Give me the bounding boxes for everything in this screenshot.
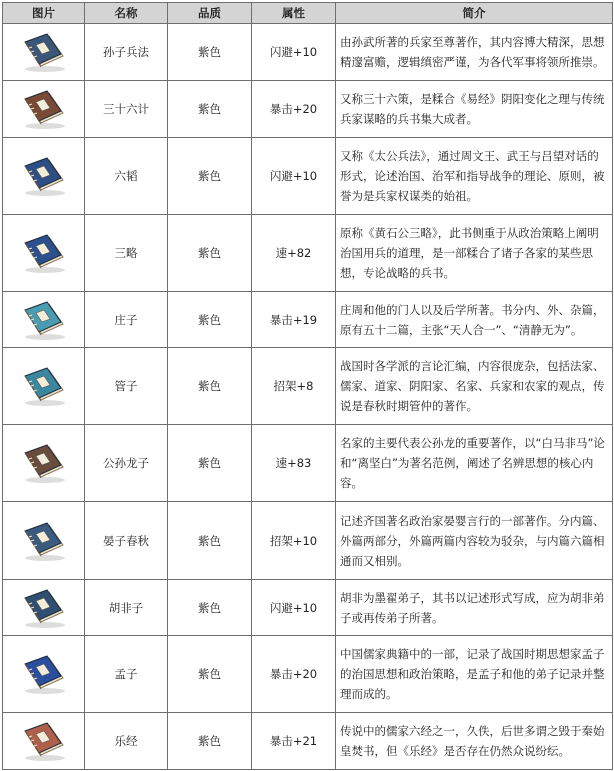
header-name: 名称 — [85, 3, 168, 24]
book-desc: 记述齐国著名政治家晏婴言行的一部著作。分内篇、外篇两部分，外篇两篇内容较为驳杂，与内篇六篇相通而又相别。 — [336, 502, 613, 580]
book-attr: 闪避+10 — [252, 24, 336, 81]
book-icon-cell — [3, 348, 85, 425]
book-icon — [19, 30, 69, 74]
header-attr: 属性 — [252, 3, 336, 24]
book-quality: 紫色 — [168, 138, 252, 215]
book-name: 三十六计 — [85, 81, 168, 138]
book-icon — [19, 519, 69, 563]
book-name: 三略 — [85, 215, 168, 292]
book-icon — [19, 364, 69, 408]
table-row — [3, 292, 613, 348]
book-quality: 紫色 — [168, 24, 252, 81]
book-attr: 暴击+19 — [252, 292, 336, 348]
book-icon-cell — [3, 502, 85, 580]
book-icon — [19, 719, 69, 763]
book-desc: 又称《太公兵法》，通过周文王、武王与吕望对话的形式，论述治国、治军和指导战争的理论、原则，被誉为是兵家权谋类的始祖。 — [336, 138, 613, 215]
book-quality: 紫色 — [168, 215, 252, 292]
book-quality: 紫色 — [168, 348, 252, 425]
book-quality: 紫色 — [168, 713, 252, 770]
book-desc: 胡非为墨翟弟子，其书以记述形式写成，应为胡非弟子或再传弟子所著。 — [336, 580, 613, 636]
book-icon-cell — [3, 292, 85, 348]
book-desc: 庄周和他的门人以及后学所著。书分内、外、杂篇，原有五十二篇，主张“天人合一”、“清静无为”。 — [336, 292, 613, 348]
table-row — [3, 348, 613, 425]
book-icon — [19, 87, 69, 131]
book-icon — [19, 652, 69, 696]
book-quality: 紫色 — [168, 502, 252, 580]
book-name: 晏子春秋 — [85, 502, 168, 580]
table-row — [3, 24, 613, 81]
book-icon-cell — [3, 636, 85, 713]
table-row — [3, 138, 613, 215]
table-row — [3, 580, 613, 636]
book-icon-cell — [3, 138, 85, 215]
book-quality: 紫色 — [168, 636, 252, 713]
book-attr: 招架+10 — [252, 502, 336, 580]
table-row — [3, 81, 613, 138]
book-quality: 紫色 — [168, 425, 252, 502]
book-icon-cell — [3, 215, 85, 292]
book-attr: 闪避+10 — [252, 580, 336, 636]
table-header-row — [3, 3, 613, 24]
book-desc: 原称《黄石公三略》，此书侧重于从政治策略上阐明治国用兵的道理，是一部糅合了诸子各家的某些思想，专论战略的兵书。 — [336, 215, 613, 292]
book-attr: 速+83 — [252, 425, 336, 502]
book-icon-cell — [3, 24, 85, 81]
book-quality: 紫色 — [168, 292, 252, 348]
book-name: 庄子 — [85, 292, 168, 348]
book-icon — [19, 231, 69, 275]
book-name: 胡非子 — [85, 580, 168, 636]
book-quality: 紫色 — [168, 580, 252, 636]
book-name: 公孙龙子 — [85, 425, 168, 502]
book-attr: 暴击+20 — [252, 636, 336, 713]
book-attr: 闪避+10 — [252, 138, 336, 215]
book-desc: 又称三十六策，是糅合《易经》阴阳变化之理与传统兵家谋略的兵书集大成者。 — [336, 81, 613, 138]
table-row — [3, 502, 613, 580]
book-icon-cell — [3, 580, 85, 636]
book-icon-cell — [3, 713, 85, 770]
book-desc: 战国时各学派的言论汇编，内容很庞杂，包括法家、儒家、道家、阴阳家、名家、兵家和农家的观点，传说是春秋时期管仲的著作。 — [336, 348, 613, 425]
header-quality: 品质 — [168, 3, 252, 24]
book-icon — [19, 441, 69, 485]
book-attr: 暴击+20 — [252, 81, 336, 138]
book-desc: 中国儒家典籍中的一部，记录了战国时期思想家孟子的治国思想和政治策略，是孟子和他的弟子记录并整理而成的。 — [336, 636, 613, 713]
header-icon: 图片 — [3, 3, 85, 24]
book-icon — [19, 154, 69, 198]
book-icon — [19, 298, 69, 342]
book-name: 孙子兵法 — [85, 24, 168, 81]
book-name: 管子 — [85, 348, 168, 425]
book-attr: 暴击+21 — [252, 713, 336, 770]
book-name: 乐经 — [85, 713, 168, 770]
table-row — [3, 636, 613, 713]
book-icon-cell — [3, 81, 85, 138]
book-desc: 名家的主要代表公孙龙的重要著作，以“白马非马”论和“离坚白”为著名范例，阐述了名辨思想的核心内容。 — [336, 425, 613, 502]
table-row — [3, 425, 613, 502]
book-attr: 招架+8 — [252, 348, 336, 425]
book-desc: 传说中的儒家六经之一，久佚，后世多谓之毁于秦始皇焚书，但《乐经》是否存在仍然众说纷纭。 — [336, 713, 613, 770]
table-row — [3, 215, 613, 292]
book-icon — [19, 586, 69, 630]
book-name: 六韬 — [85, 138, 168, 215]
book-icon-cell — [3, 425, 85, 502]
table-row — [3, 713, 613, 770]
book-desc: 由孙武所著的兵家至尊著作，其内容博大精深，思想精邃富赡，逻辑缜密严谨，为各代军事将领所推崇。 — [336, 24, 613, 81]
book-name: 孟子 — [85, 636, 168, 713]
book-quality: 紫色 — [168, 81, 252, 138]
book-attr: 速+82 — [252, 215, 336, 292]
book-table — [2, 2, 613, 770]
header-desc: 简介 — [336, 3, 613, 24]
